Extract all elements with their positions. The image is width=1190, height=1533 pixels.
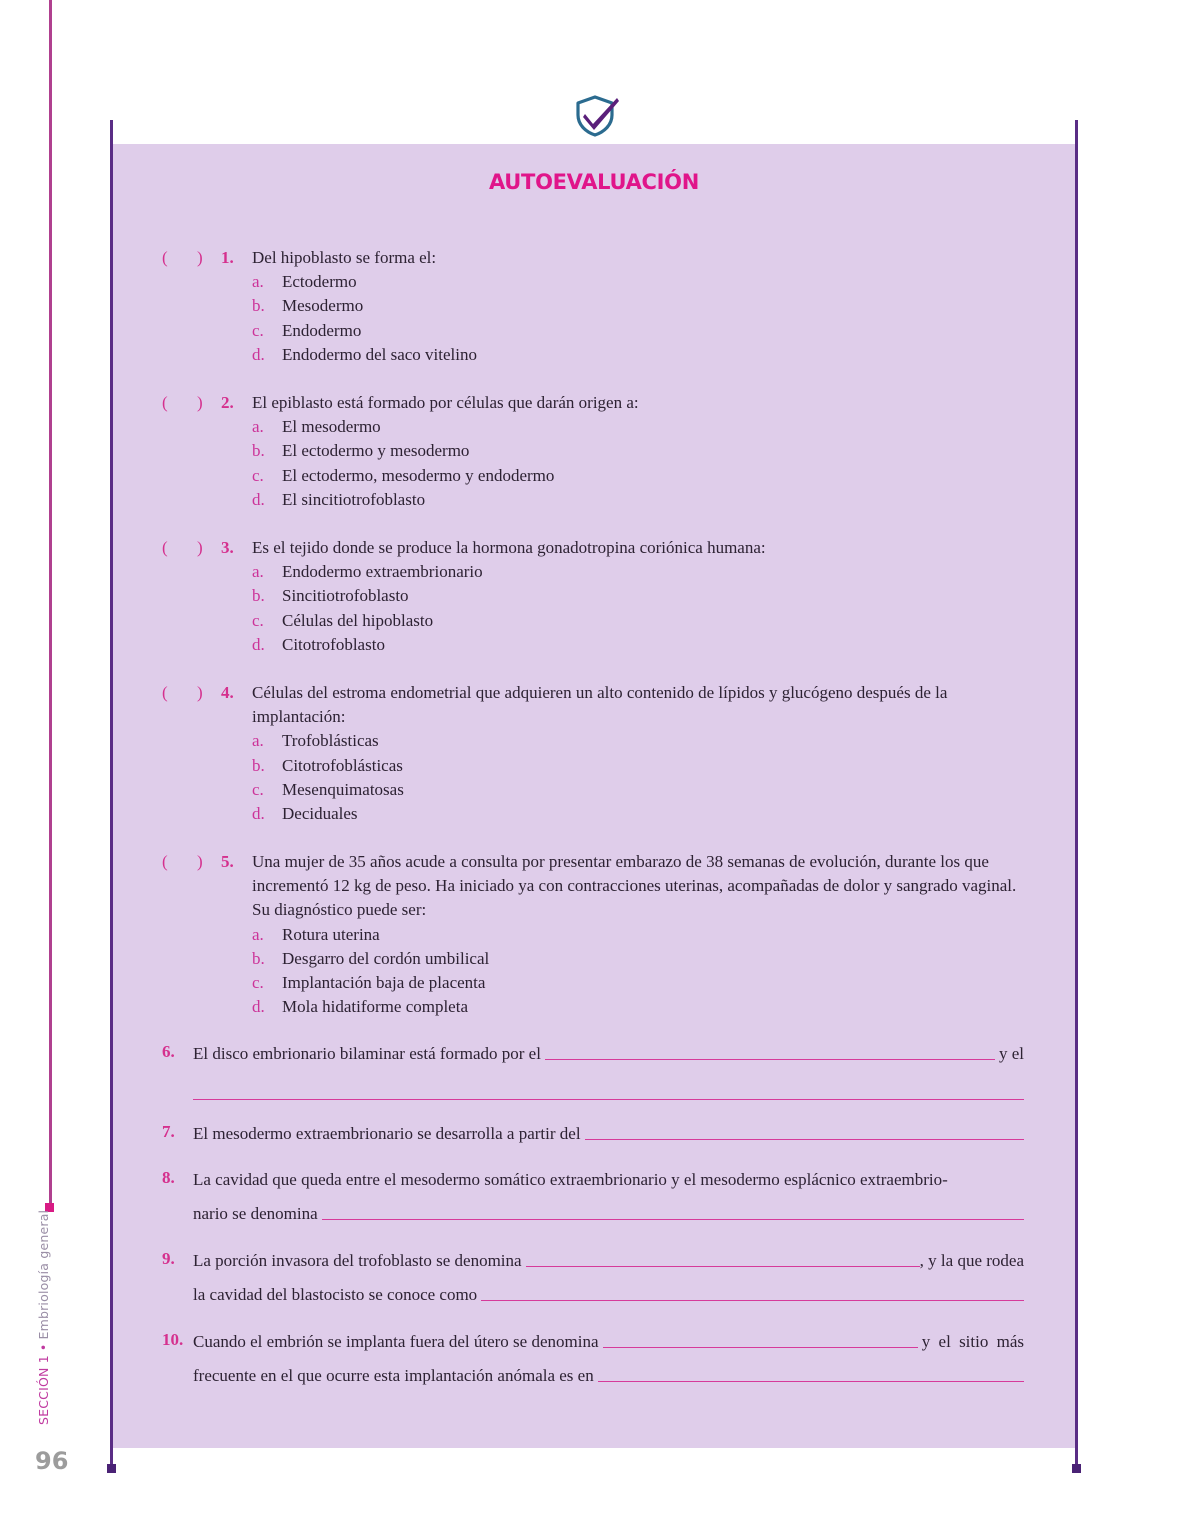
fill-in-question-6 xyxy=(162,1040,1024,1104)
answer-box[interactable]: ( ) xyxy=(162,248,203,267)
answer-box[interactable]: ( ) xyxy=(162,393,203,412)
frame-right-line xyxy=(1075,120,1078,1468)
option-a: a. Trofoblásticas xyxy=(252,731,379,751)
question-text: y el sitio más xyxy=(921,1332,1024,1351)
option-d: d. Deciduales xyxy=(252,804,358,824)
question-number: 2. xyxy=(221,393,234,412)
frame-left-marker xyxy=(107,1464,116,1473)
question-number: 9. xyxy=(162,1249,175,1268)
shield-check-icon xyxy=(573,94,621,138)
option-b: b. Mesodermo xyxy=(252,296,364,316)
question-number: 3. xyxy=(221,538,234,557)
fill-in-question-9 xyxy=(162,1247,1024,1305)
question-4 xyxy=(162,681,1024,826)
fill-in-question-7 xyxy=(162,1120,1024,1144)
frame-right-marker xyxy=(1072,1464,1081,1473)
question-stem: Del hipoblasto se forma el: xyxy=(252,248,437,267)
option-a: a. El mesodermo xyxy=(252,417,381,437)
section-separator: • xyxy=(36,1343,51,1352)
answer-blank-2[interactable] xyxy=(598,1381,1024,1382)
page-number: 96 xyxy=(35,1447,69,1475)
question-stem: El epiblasto está formado por células que darán origen a: xyxy=(252,393,639,412)
question-1 xyxy=(162,246,1024,367)
question-text: Cuando el embrión se implanta fuera del útero se denomina xyxy=(193,1332,599,1351)
option-d: d. El sincitiotrofoblasto xyxy=(252,489,426,509)
question-stem: Es el tejido donde se produce la hormona gonadotropina coriónica humana: xyxy=(252,538,766,557)
question-text: La porción invasora del trofoblasto se denomina xyxy=(193,1251,522,1270)
option-a: a. Endodermo extraembrionario xyxy=(252,562,483,582)
option-d: d. Endodermo del saco vitelino xyxy=(252,344,477,364)
question-number: 7. xyxy=(162,1122,175,1141)
answer-blank-1[interactable] xyxy=(545,1059,995,1060)
option-c: c. El ectodermo, mesodermo y endodermo xyxy=(252,465,555,485)
option-d: d. Citotrofoblasto xyxy=(252,634,385,654)
option-a: a. Ectodermo xyxy=(252,272,357,292)
answer-box[interactable]: ( ) xyxy=(162,852,203,871)
option-b: b. El ectodermo y mesodermo xyxy=(252,441,470,461)
option-a: a. Rotura uterina xyxy=(252,924,380,944)
question-5 xyxy=(162,850,1024,1019)
question-2 xyxy=(162,391,1024,512)
question-number: 8. xyxy=(162,1168,175,1187)
question-stem: Células del estroma endometrial que adquieren un alto contenido de lípidos y glucógeno después de la implantación: xyxy=(252,683,948,727)
option-b: b. Sincitiotrofoblasto xyxy=(252,586,409,606)
answer-box[interactable]: ( ) xyxy=(162,683,203,702)
option-c: c. Células del hipoblasto xyxy=(252,610,434,630)
question-number: 10. xyxy=(162,1330,184,1349)
question-number: 4. xyxy=(221,683,234,702)
question-number: 1. xyxy=(221,248,234,267)
question-number: 6. xyxy=(162,1042,175,1061)
question-text: El disco embrionario bilaminar está formado por el xyxy=(193,1044,541,1063)
question-number: 5. xyxy=(221,852,234,871)
left-margin-rule xyxy=(49,0,52,1210)
section-topic: Embriología general xyxy=(36,1209,51,1340)
question-text: frecuente en el que ocurre esta implantación anómala es en xyxy=(193,1366,594,1385)
page-title: AUTOEVALUACIÓN xyxy=(488,170,699,194)
answer-blank-1[interactable] xyxy=(603,1347,918,1348)
question-text: y el xyxy=(998,1044,1024,1063)
option-c: c. Endodermo xyxy=(252,320,362,340)
option-b: b. Desgarro del cordón umbilical xyxy=(252,948,490,968)
option-c: c. Implantación baja de placenta xyxy=(252,973,486,993)
fill-in-question-8 xyxy=(162,1166,1024,1224)
question-stem: Una mujer de 35 años acude a consulta por presentar embarazo de 38 semanas de evolución, durante los que incrementó 12 kg de peso. Ha iniciado ya con contracciones uterinas, acompañadas de dolor y sangrado vaginal. Su diagnóstico puede ser: xyxy=(252,852,1017,920)
answer-blank[interactable] xyxy=(322,1219,1024,1220)
question-text: nario se denomina xyxy=(193,1204,318,1223)
section-label xyxy=(36,1210,51,1425)
answer-box[interactable]: ( ) xyxy=(162,538,203,557)
question-text: , y la que rodea xyxy=(919,1251,1024,1270)
section-number: SECCIÓN 1 xyxy=(36,1355,51,1425)
question-text: La cavidad que queda entre el mesodermo somático extraembrionario y el mesodermo esplácnico extraembrio- xyxy=(193,1170,948,1189)
answer-blank-1[interactable] xyxy=(526,1266,920,1267)
answer-blank[interactable] xyxy=(585,1139,1024,1140)
answer-blank-2[interactable] xyxy=(481,1300,1024,1301)
question-text: El mesodermo extraembrionario se desarrolla a partir del xyxy=(193,1124,581,1143)
option-c: c. Mesenquimatosas xyxy=(252,779,404,799)
option-b: b. Citotrofoblásticas xyxy=(252,755,403,775)
fill-in-question-10 xyxy=(162,1328,1024,1386)
question-text: la cavidad del blastocisto se conoce como xyxy=(193,1285,478,1304)
question-3 xyxy=(162,536,1024,657)
option-d: d. Mola hidatiforme completa xyxy=(252,997,468,1017)
answer-blank-2[interactable] xyxy=(193,1099,1024,1100)
